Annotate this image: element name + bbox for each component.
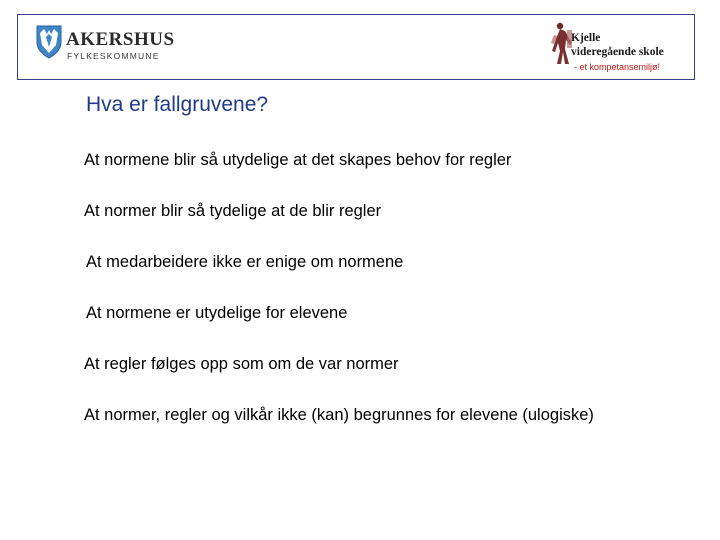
bullet-item: At normer, regler og vilkår ikke (kan) begrunnes for elevene (ulogiske) — [84, 406, 594, 424]
county-shield-icon — [36, 25, 62, 59]
school-name-line2: videregående skole — [571, 46, 664, 58]
school-name-line1: Kjelle — [571, 32, 601, 44]
bullet-item: At regler følges opp som om de var normer — [84, 355, 399, 373]
bullet-item: At normene blir så utydelige at det skapes behov for regler — [84, 151, 512, 169]
header-banner — [17, 14, 695, 80]
school-tagline: - et kompetansemiljø! — [574, 62, 661, 72]
bullet-item: At medarbeidere ikke er enige om normene — [86, 253, 404, 271]
bullet-item: At normer blir så tydelige at de blir regler — [84, 202, 382, 220]
bullet-item: At normene er utydelige for elevene — [86, 304, 348, 322]
county-name: AKERSHUS — [66, 29, 175, 50]
kjelle-school-logo — [548, 21, 688, 77]
slide-title: Hva er fallgruvene? — [86, 93, 269, 116]
county-subtitle: FYLKESKOMMUNE — [67, 51, 160, 61]
